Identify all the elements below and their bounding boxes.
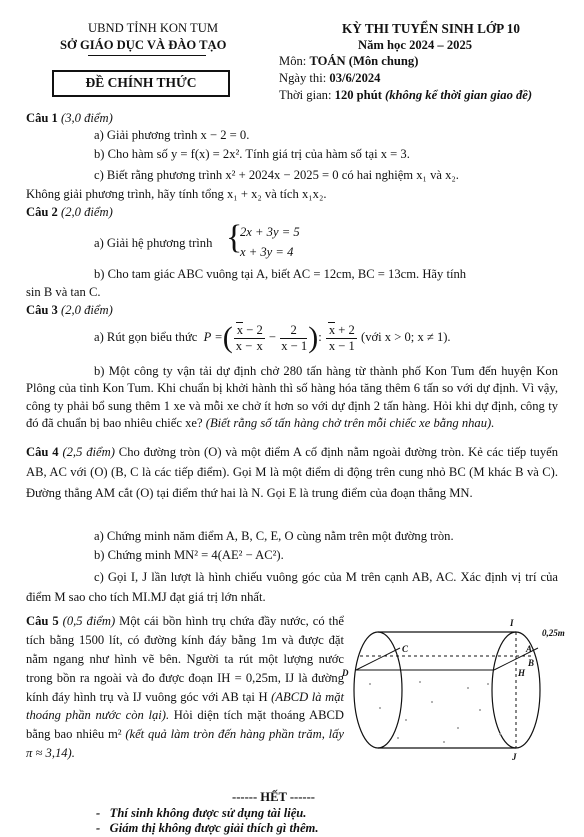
- q3-title: Câu 3: [26, 303, 58, 317]
- q1-part-b: b) Cho hàm số y = f(x) = 2x². Tính giá trị của hàm số tại x = 3.: [94, 147, 410, 161]
- q2-part-a-prefix: a) Giải hệ phương trình: [94, 236, 213, 250]
- q3-part-a: a) Rút gọn biểu thức P =( $\frac{x - 2}{x - x}$ − $\frac{2}{x - 1}$ ): $\frac{x + 2}{x - 1}$ (với x > 0; x ≠ 1).: [94, 321, 451, 354]
- school-year: Năm học 2024 – 2025: [358, 38, 473, 52]
- cylinder-outline: [354, 632, 540, 748]
- system-eq1: 2x + 3y = 5: [240, 225, 300, 239]
- end-marker: ------ HẾT ------: [232, 790, 315, 804]
- q1-points: (3,0 điểm): [61, 111, 113, 125]
- q2-title: Câu 2: [26, 205, 58, 219]
- cylinder-figure: [340, 618, 576, 788]
- q3-points: (2,0 điểm): [61, 303, 113, 317]
- surface-solid: [356, 648, 538, 670]
- q1-part-c-continued: Không giải phương trình, hãy tính tổng x₁ + x₂ và tích x₁x₂.: [26, 187, 327, 201]
- q5-body2: Hỏi diện tích mặt thoáng ABCD bằng bao nhiêu m²: [26, 708, 345, 742]
- label-I: I: [510, 618, 514, 628]
- q5-note2: (kết quả làm tròn đến hàng phần trăm, lấy π ≈ 3,14).: [26, 727, 344, 761]
- q5-title: Câu 5: [26, 614, 59, 628]
- time-line: [279, 87, 532, 104]
- department-name: SỞ GIÁO DỤC VÀ ĐÀO TẠO: [60, 38, 227, 52]
- subject-label: Môn:: [279, 54, 307, 68]
- exam-title: KỲ THI TUYỂN SINH LỚP 10: [342, 21, 520, 36]
- label-J: J: [512, 752, 517, 762]
- q5-text: [26, 612, 344, 763]
- time-note: (không kể thời gian giao đề): [385, 88, 533, 102]
- system-eq2: x + 3y = 4: [240, 245, 294, 259]
- q2-points: (2,0 điểm): [61, 205, 113, 219]
- time-label: Thời gian:: [279, 88, 332, 102]
- footer-note-1: - Thí sinh không được sử dụng tài liệu.: [96, 806, 307, 820]
- q3-part-a-suffix: (với x > 0; x ≠ 1).: [361, 329, 451, 344]
- official-label: ĐỀ CHÍNH THỨC: [85, 75, 197, 90]
- q4-title: Câu 4: [26, 445, 59, 459]
- q4-intro-text: Cho đường tròn (O) và một điểm A cố định nằm ngoài đường tròn. Kẻ các tiếp tuyến AB, AC với (O) (B, C là các tiếp điểm). Gọi M là một điểm di động trên cung nhỏ BC (M khác B và C). Đường thẳng AM cắt (O) tại điểm thứ hai là N. Gọi E là trung điểm của đoạn thẳng MN.: [26, 445, 559, 500]
- province-authority: UBND TỈNH KON TUM: [88, 21, 219, 35]
- system-brace: {: [226, 219, 243, 256]
- q4-part-b: b) Chứng minh MN² = 4(AE² − AC²).: [94, 548, 284, 562]
- figure-labels: [341, 618, 565, 762]
- q3-part-b-note: (Biết rằng số tấn hàng chở trên mỗi chiếc xe bằng nhau).: [205, 416, 495, 431]
- water-texture: [369, 681, 501, 743]
- q4-points: (2,5 điểm): [62, 445, 115, 459]
- label-B: B: [528, 658, 535, 668]
- q4-intro: [26, 442, 558, 503]
- q5-points: (0,5 điểm): [62, 614, 116, 628]
- q3-part-b-text: b) Một công ty vận tải dự định chở 280 tấn hàng từ thành phố Kon Tum đến huyện Kon Plông của tỉnh Kon Tum. Khi chuẩn bị khởi hành thì số hàng hóa tăng thêm 6 tấn so với dự định. Vì vậy, công ty phải bổ sung thêm 1 xe và mỗi xe chở ít hơn so với dự định 2 tấn hàng. Hỏi khi dự định, công ty đó đã chuẩn bị bao nhiêu chiếc xe?: [26, 364, 558, 431]
- q4-part-a: a) Chứng minh năm điểm A, B, C, E, O cùng nằm trên một đường tròn.: [94, 529, 454, 543]
- q2-heading: [26, 204, 113, 221]
- label-dim: 0,25m: [542, 628, 565, 638]
- q5-note1: (ABCD là mặt thoáng phần nước còn lại).: [26, 689, 345, 723]
- q1-part-a: a) Giải phương trình x − 2 = 0.: [94, 128, 250, 142]
- label-D: D: [342, 668, 349, 678]
- q5-body: Một cái bồn hình trụ chứa đầy nước, có thể tích bằng 1500 lít, có đường kính đáy bằng 1m và được đặt nằm ngang như hình vẽ bên. Người ta rút một lượng nước trong bồn ra ngoài và đo được đoạn IH = 0,25m, IJ là đường kính đáy hình trụ và IJ vuông góc với AB tại H: [26, 614, 345, 704]
- label-C: C: [402, 644, 409, 654]
- q3-heading: [26, 302, 113, 319]
- date-label: Ngày thi:: [279, 71, 327, 85]
- time-value: 120 phút: [334, 88, 382, 102]
- department-underline: [88, 55, 206, 56]
- q1-title: Câu 1: [26, 111, 58, 125]
- date-line: [279, 70, 380, 87]
- label-H: H: [518, 668, 526, 678]
- subject-line: [279, 53, 418, 70]
- q2-part-b: b) Cho tam giác ABC vuông tại A, biết AC = 12cm, BC = 13cm. Hãy tính: [94, 267, 467, 281]
- water-surface: [360, 632, 534, 748]
- q2-part-b-continued: sin B và tan C.: [26, 285, 101, 299]
- subject-value: TOÁN (Môn chung): [309, 54, 419, 68]
- footer-note-2: - Giám thị không được giải thích gì thêm.: [96, 821, 319, 835]
- date-value: 03/6/2024: [329, 71, 381, 85]
- q4-part-c: c) Gọi I, J lần lượt là hình chiếu vuông góc của M trên cạnh AB, AC. Xác định vị trí của điểm M sao cho tích MI.MJ đạt giá trị lớn nhất.: [26, 570, 558, 604]
- q1-part-c: c) Biết rằng phương trình x² + 2024x − 2025 = 0 có hai nghiệm x₁ và x₂.: [94, 168, 459, 182]
- q3-part-b: [26, 363, 558, 433]
- q1-heading: [26, 110, 113, 127]
- label-A: A: [526, 644, 533, 654]
- q3-part-a-prefix: a) Rút gọn biểu thức: [94, 329, 198, 344]
